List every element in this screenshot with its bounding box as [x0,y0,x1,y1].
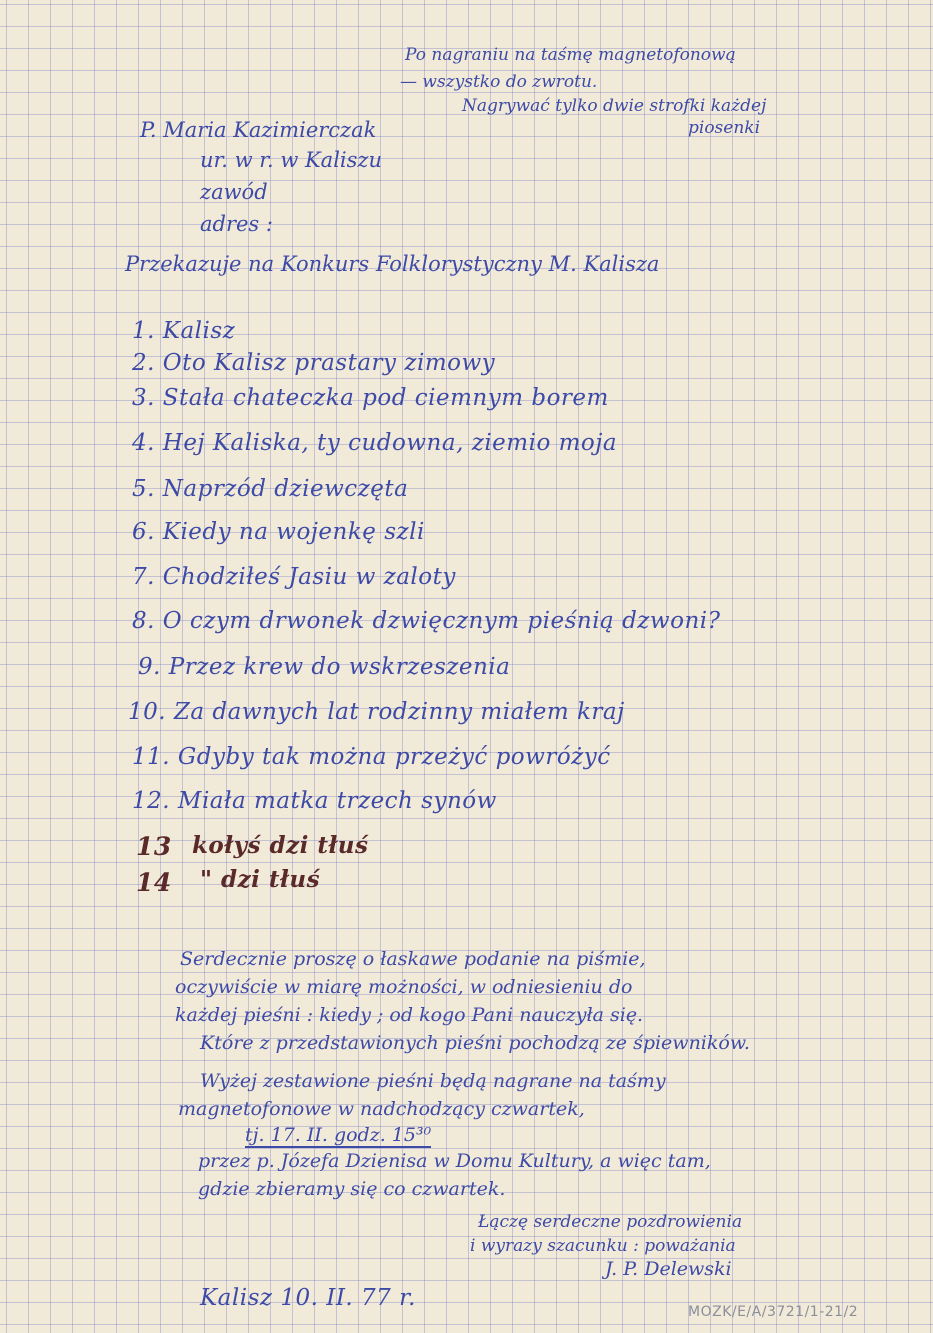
song-item: 3. Stała chateczka pod ciemnym borem [132,385,609,411]
place-date: Kalisz 10. II. 77 r. [200,1285,416,1311]
song-item: 6. Kiedy na wojenkę szli [132,519,425,545]
song-item: 11. Gdyby tak można przeżyć powróżyć [132,744,611,770]
letter-line: każdej pieśni : kiedy ; od kogo Pani nauczyła się. [175,1004,644,1026]
song-item: 4. Hej Kaliska, ty cudowna, ziemio moja [132,430,618,456]
song-item: 9. Przez krew do wskrzeszenia [138,654,511,680]
song-item: 5. Naprzód dziewczęta [132,476,409,502]
letter-line: Wyżej zestawione pieśni będą nagrane na taśmy [200,1070,666,1092]
addressee-born: ur. w r. w Kaliszu [200,148,382,172]
song-item: 1. Kalisz [132,318,236,344]
top-note-line-2: — wszystko do zwrotu. [400,72,598,92]
song-item: 8. O czym drwonek dzwięcznym pieśnią dzwoni? [132,608,721,634]
closing-line: Łączę serdeczne pozdrowienia [478,1212,743,1232]
extra-song-number: 13 [136,832,172,861]
closing-line: i wyrazy szacunku : poważania [470,1236,736,1256]
extra-song-number: 14 [136,868,172,897]
extra-song-text: kołyś dzi tłuś [192,832,369,859]
extra-song-text: " dzi tłuś [200,866,321,893]
letter-line: przez p. Józefa Dzienisa w Domu Kultury, a więc tam, [198,1150,711,1172]
song-item: 7. Chodziłeś Jasiu w zaloty [132,564,456,590]
top-note-line-1: Po nagraniu na taśmę magnetofonową [405,45,736,65]
addressee-name: P. Maria Kazimierczak [140,118,377,142]
page-heading: Przekazuje na Konkurs Folklorystyczny M. Kalisza [125,252,660,276]
letter-line: Serdecznie proszę o łaskawe podanie na piśmie, [180,948,646,970]
letter-line: Które z przedstawionych pieśni pochodzą ze śpiewników. [200,1032,750,1054]
song-item: 12. Miała matka trzech synów [132,788,497,814]
top-note-line-4: piosenki [688,118,761,138]
song-item: 2. Oto Kalisz prastary zimowy [132,350,496,376]
archive-stamp: MOZK/E/A/3721/1-21/2 [688,1304,859,1320]
letter-line: gdzie zbieramy się co czwartek. [198,1178,506,1200]
top-note-line-3: Nagrywać tylko dwie strofki każdej [462,96,767,116]
signature: J. P. Delewski [605,1258,732,1280]
letter-line: oczywiście w miarę możności, w odniesieniu do [175,976,633,998]
letter-date-line: tj. 17. II. godz. 15³⁰ [245,1124,432,1146]
addressee-address: adres : [200,212,273,236]
letter-line: magnetofonowe w nadchodzący czwartek, [178,1098,585,1120]
song-item: 10. Za dawnych lat rodzinny miałem kraj [128,699,625,725]
addressee-occupation: zawód [200,180,268,204]
